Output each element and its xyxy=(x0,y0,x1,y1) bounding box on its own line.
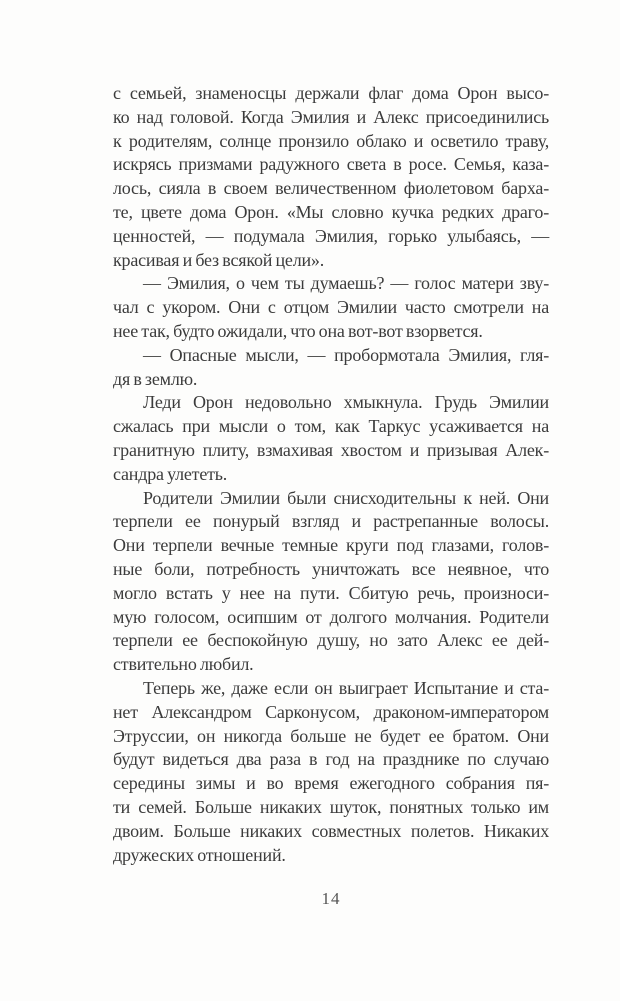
text-line: Теперь же, даже если он выиграет Испытание и ста- xyxy=(143,677,549,698)
paragraph xyxy=(113,677,549,867)
text-line: — Опасные мысли, — пробормотала Эмилия, гля- xyxy=(143,344,549,365)
text-line: ко над головой. Когда Эмилия и Алекс присоединились xyxy=(113,106,549,127)
text-line: лось, сияла в своем величественном фиолетовом барха- xyxy=(113,178,549,199)
text-line: терпели ее беспокойную душу, но зато Алекс ее дей- xyxy=(113,630,549,651)
paragraph xyxy=(113,82,549,272)
text-line: ные боли, потребность уничтожать все неявное, что xyxy=(113,558,549,579)
text-line: ценностей, — подумала Эмилия, горько улыбаясь, — xyxy=(113,225,549,246)
text-line: сандра улететь. xyxy=(113,463,228,484)
paragraph xyxy=(113,344,549,392)
paragraph xyxy=(113,487,549,677)
text-line: могло встать у нее на пути. Сбитую речь, произноси- xyxy=(113,582,549,603)
text-line: дружеских отношений. xyxy=(113,844,286,865)
text-line: терпели ее понурый взгляд и растрепанные волосы. xyxy=(113,511,549,532)
text-line: нее так, будто ожидали, что она вот-вот взорвется. xyxy=(113,320,483,341)
text-line: нет Александром Сарконусом, драконом-императором xyxy=(113,701,549,722)
text-line: ствительно любил. xyxy=(113,654,254,675)
text-line: Этруссии, он никогда больше не будет ее братом. Они xyxy=(113,725,549,746)
text-line: искрясь призмами радужного света в росе. Семья, каза- xyxy=(113,154,549,175)
text-line: с семьей, знаменосцы держали флаг дома Орон высо- xyxy=(113,83,549,103)
text-line: дя в землю. xyxy=(113,368,198,389)
text-line: будут видеться два раза в год на празднике по случаю xyxy=(113,749,549,770)
text-line: двоим. Больше никаких совместных полетов. Никаких xyxy=(113,820,549,841)
text-line: середины зимы и во время ежегодного собрания пя- xyxy=(113,773,549,794)
text-line: Леди Орон недовольно хмыкнула. Грудь Эмилии xyxy=(143,392,549,413)
text-line: Родители Эмилии были снисходительны к ней. Они xyxy=(143,487,549,508)
text-line: мую голосом, осипшим от долгого молчания. Родители xyxy=(113,606,549,627)
text-line: чал с укором. Они с отцом Эмилии часто смотрели на xyxy=(113,297,549,318)
text-line: красивая и без всякой цели». xyxy=(113,249,325,270)
text-line: Они терпели вечные темные круги под глазами, голов- xyxy=(113,535,549,556)
text-block xyxy=(113,82,549,867)
text-line: гранитную плиту, взмахивая хвостом и призывая Алек- xyxy=(113,439,549,460)
paragraph xyxy=(113,391,549,486)
text-line: сжалась при мысли о том, как Таркус усаживается на xyxy=(113,416,549,437)
page-number: 14 xyxy=(321,889,341,908)
text-line: — Эмилия, о чем ты думаешь? — голос матери зву- xyxy=(143,273,549,294)
text-line: ти семей. Больше никаких шуток, понятных только им xyxy=(113,796,549,817)
paragraph xyxy=(113,272,549,343)
text-line: к родителям, солнце пронзило облако и осветило траву, xyxy=(113,130,549,151)
text-line: те, цвете дома Орон. «Мы словно кучка редких драго- xyxy=(113,201,549,222)
